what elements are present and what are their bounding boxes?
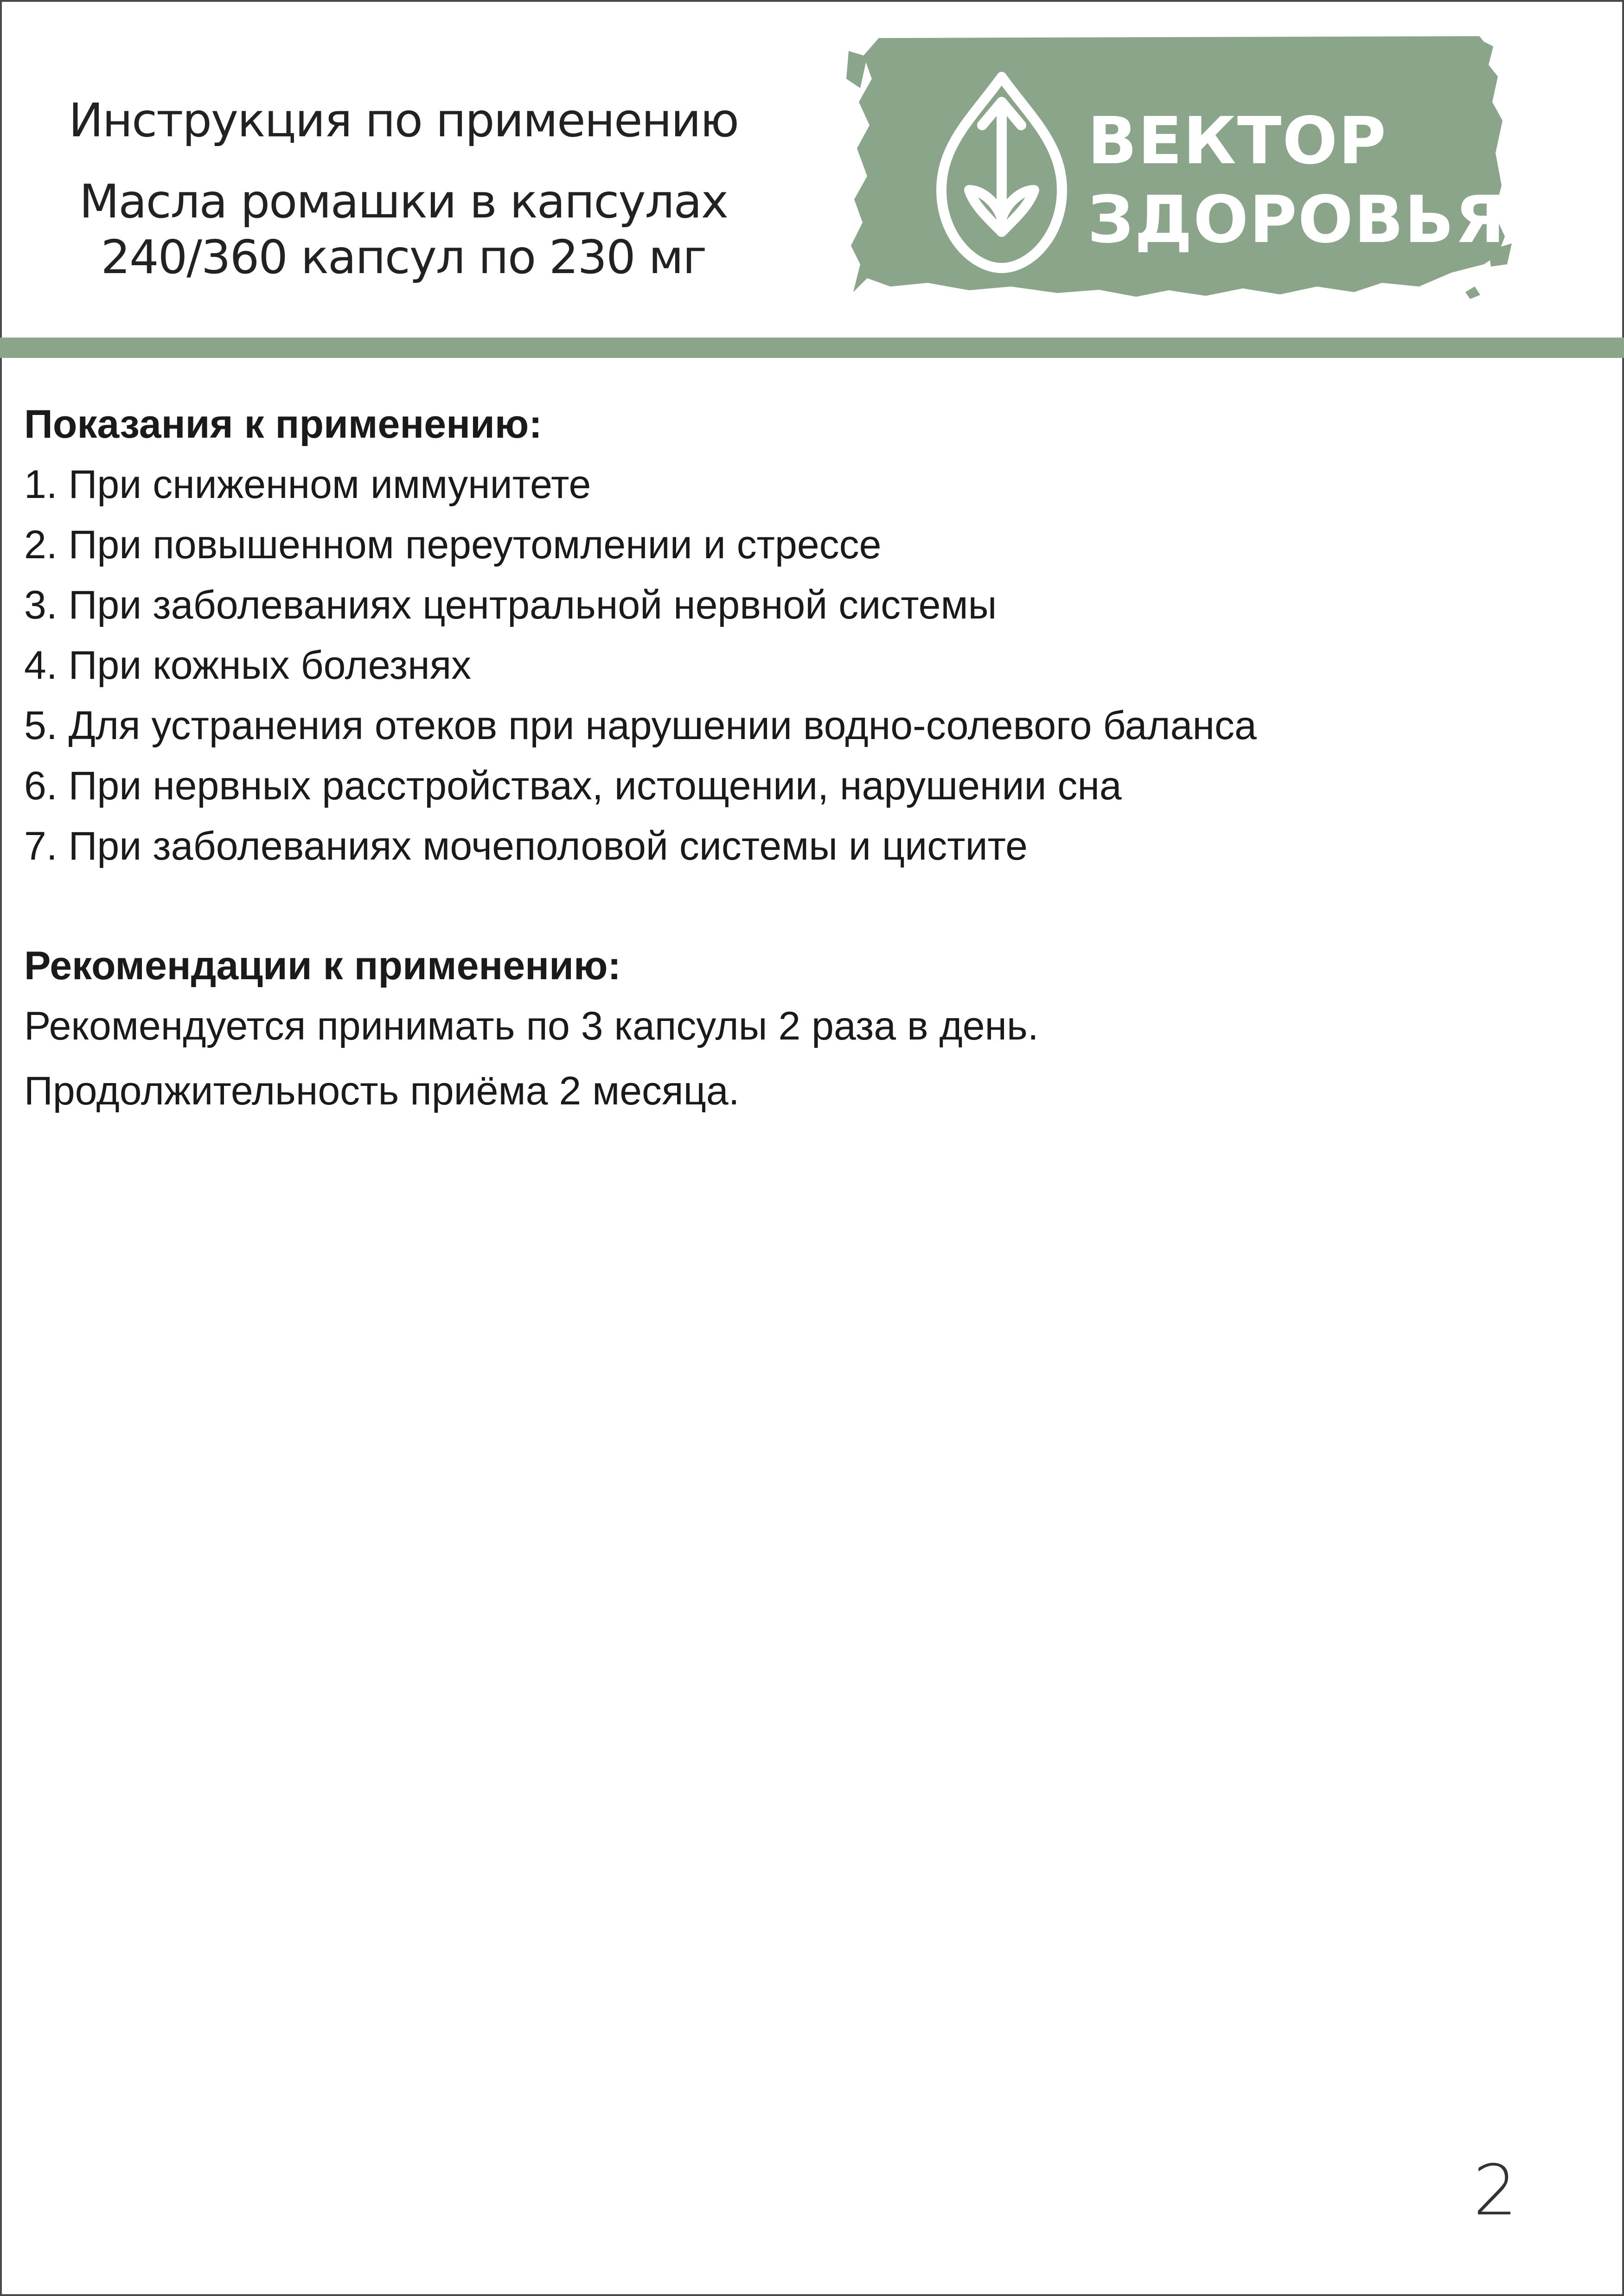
list-item: 5. Для устранения отеков при нарушении водно-солевого баланса: [24, 703, 1257, 748]
list-item: 4. При кожных болезнях: [24, 643, 472, 688]
recommendations-section: [24, 936, 1578, 1121]
indications-section: [24, 394, 1578, 876]
duration-text: Продолжительность приёма 2 месяца.: [24, 1069, 740, 1113]
product-package: 240/360 капсул по 230 мг: [101, 230, 706, 284]
product-name: Масла ромашки в капсулах: [79, 174, 728, 229]
brand-name-line1: ВЕКТОР: [1087, 103, 1387, 179]
list-item: 6. При нервных расстройствах, истощении, нарушении сна: [24, 764, 1122, 808]
brand-name-line2: ЗДОРОВЬЯ: [1087, 182, 1506, 258]
page-number: 2: [1473, 2150, 1517, 2231]
indications-heading: Показания к применению:: [24, 402, 542, 446]
brand-logo: [835, 32, 1521, 311]
list-item: 3. При заболеваниях центральной нервной системы: [24, 583, 997, 627]
recommendations-heading: Рекомендации к применению:: [24, 944, 621, 988]
document-title: Инструкция по применению: [68, 93, 739, 147]
dosage-text: Рекомендуется принимать по 3 капсулы 2 раза в день.: [24, 1004, 1039, 1048]
list-item: 7. При заболеваниях мочеполовой системы и цистите: [24, 824, 1028, 868]
list-item: 2. При повышенном переутомлении и стрессе: [24, 523, 882, 567]
header-divider: [0, 338, 1624, 358]
list-item: 1. При сниженном иммунитете: [24, 462, 591, 507]
